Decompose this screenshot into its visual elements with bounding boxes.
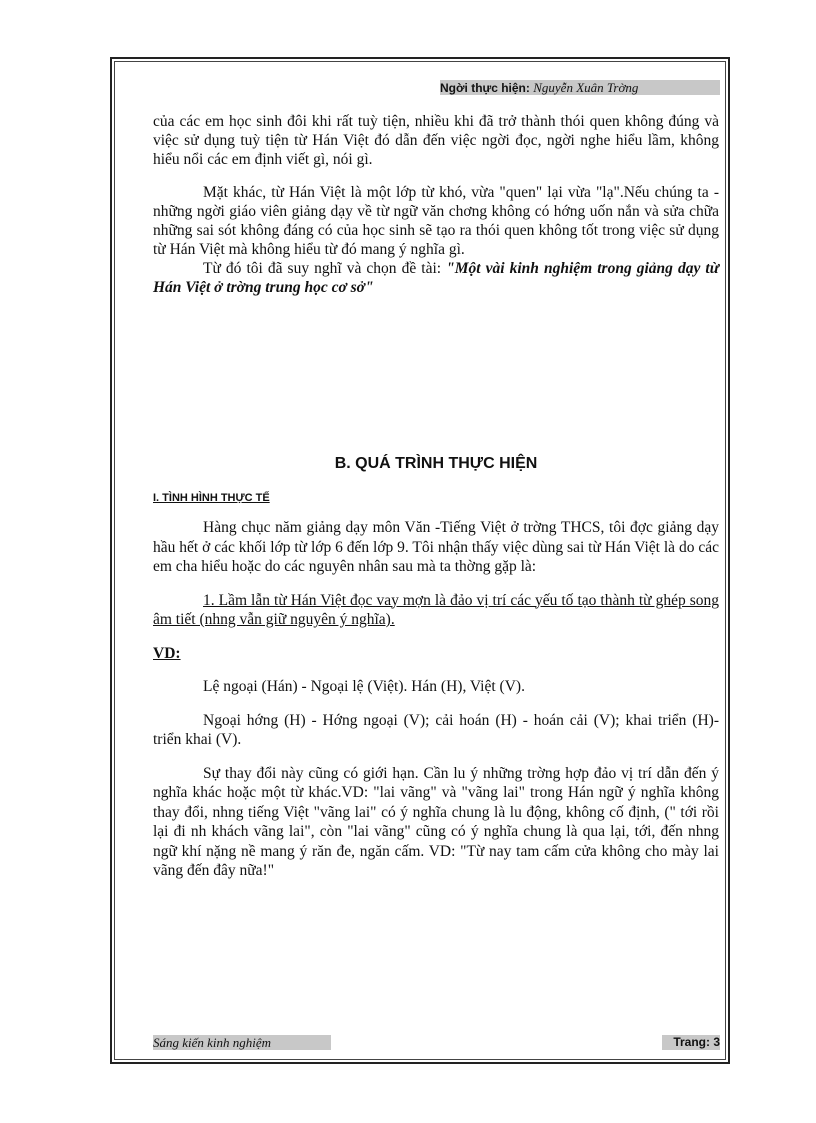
intro-paragraph-2: Mặt khác, từ Hán Việt là một lớp từ khó, vừa "quen" lại vừa "lạ".Nếu chúng ta - những ngời giáo viên giảng dạy về từ ngữ văn chơng không có hớng uốn nắn và sửa chữa những sai sót không đáng có của học sinh sẽ tạo ra thói quen không tốt trong việc sử dụng từ Hán Việt mà không hiểu từ đó mang ý nghĩa gì.: [153, 184, 719, 258]
topic-title: "Một vài kinh nghiệm trong giảng dạy từ Hán Việt ở trờng trung học cơ sở": [153, 260, 719, 296]
page-header: [440, 80, 720, 95]
topic-lead: Từ đó tôi đã suy nghĩ và chọn đề tài:: [203, 260, 447, 277]
intro-paragraph-1: của các em học sinh đôi khi rất tuỳ tiện, nhiều khi đã trở thành thói quen không đúng và việc sử dụng tuỳ tiện từ Hán Việt đó dẫn đến việc ngời đọc, ngời nghe hiểu lầm, không hiểu nổi các em định viết gì, nói gì.: [153, 113, 719, 168]
intro-paragraph-3: [153, 259, 719, 297]
footer-title: Sáng kiến kinh nghiệm: [153, 1035, 331, 1050]
header-label: Ngời thực hiện:: [440, 81, 530, 95]
section-body: [153, 518, 719, 881]
example-2: Ngoại hớng (H) - Hớng ngoại (V); cải hoán (H) - hoán cải (V); khai triển (H)- triển khai (V).: [153, 711, 719, 748]
header-author: Nguyễn Xuân Trờng: [533, 80, 639, 95]
section-paragraph-1: Hàng chục năm giảng dạy môn Văn -Tiếng Việt ở trờng THCS, tôi đợc giảng dạy hầu hết ở các khối lớp từ lớp 6 đến lớp 9. Tôi nhận thấy việc dùng sai từ Hán Việt là do các em cha hiểu hoặc do các nguyên nhân sau mà ta thờng gặp là:: [153, 519, 719, 575]
example-1: Lệ ngoại (Hán) - Ngoại lệ (Việt). Hán (H), Việt (V).: [203, 678, 525, 695]
page-number: Trang: 3: [662, 1035, 720, 1050]
section-title: B. QUÁ TRÌNH THỰC HIỆN: [334, 455, 538, 472]
section-paragraph-2: Sự thay đổi này cũng có giới hạn. Cần lu ý những trờng hợp đảo vị trí dẫn đến ý nghĩa khác hoặc một từ khác.VD: "lai vãng" và "vãng lai" trong Hán ngữ ý nghĩa không thay đổi, nhng tiếng Việt "vãng lai" có ý nghĩa chung là lu động, không cố định, (" tới rồi lại đi nh khách vãng lai", còn "lai vãng" cũng có ý nghĩa chung là qua lại, tới, đến nhng ngữ khí nặng nề mang ý răn đe, ngăn cấm. VD: "Từ nay tam cấm cửa không cho mày lai vãng đến đây nữa!": [153, 764, 719, 879]
intro-text: [153, 112, 719, 297]
point-1: 1. Lầm lẫn từ Hán Việt đọc vay mợn là đảo vị trí các yếu tố tạo thành từ ghép song âm tiết (nhng vẫn giữ nguyên ý nghĩa).: [153, 591, 719, 628]
section-subtitle: I. TÌNH HÌNH THỰC TẾ: [153, 492, 270, 504]
example-label: VD:: [153, 644, 181, 662]
